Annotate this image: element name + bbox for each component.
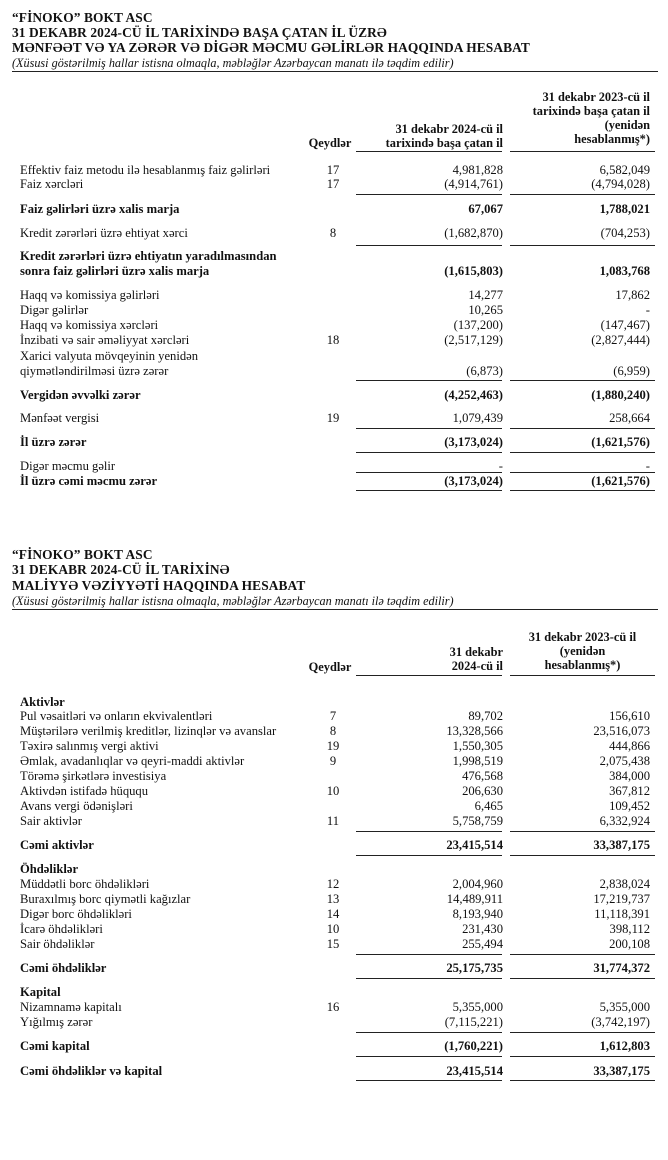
pl-subtotal-line — [356, 380, 502, 381]
bs-grand-total-line — [356, 1080, 502, 1081]
pl-title-divider — [12, 71, 658, 72]
pl-header-col1-line2: tarixində başa çatan il — [385, 136, 503, 150]
row-value-2024: 5,355,000 — [452, 1000, 503, 1014]
row-note: 15 — [326, 937, 340, 951]
bs-total-line — [356, 1056, 502, 1057]
row-label: Digər məcmu gəlir — [20, 459, 116, 473]
bs-header-col2 — [510, 630, 655, 672]
bs-subtotal-line — [510, 1032, 655, 1033]
bs-header-col1-line1: 31 dekabr — [449, 645, 503, 659]
row-value-2024: 8,193,940 — [452, 907, 503, 921]
row-note: 17 — [326, 163, 340, 177]
bs-section-liabilities: Öhdəliklər — [20, 862, 79, 876]
pl-header-underline-col1 — [356, 151, 502, 152]
bs-liability-row — [0, 937, 668, 951]
pl-header-col2-line1: 31 dekabr 2023-cü il — [542, 90, 650, 104]
bs-total-line — [510, 1056, 655, 1057]
bs-header-col2-line3: hesablanmış*) — [544, 658, 621, 672]
row-label: Cəmi kapital — [20, 1039, 90, 1053]
row-label: Təxirə salınmış vergi aktivi — [20, 739, 159, 753]
row-value-2024: (6,873) — [466, 364, 503, 378]
row-value-2024: 5,758,759 — [452, 814, 503, 828]
pl-header-col2-line4: hesablanmış*) — [574, 132, 650, 146]
row-value-2024: (1,682,870) — [444, 226, 503, 240]
row-value-2024: 10,265 — [468, 303, 503, 317]
bs-row-total-liabilities-and-capital — [0, 1064, 668, 1078]
bs-liability-row — [0, 922, 668, 936]
row-value-2024: (1,615,803) — [444, 264, 503, 278]
pl-row — [0, 411, 668, 425]
row-label: sonra faiz gəlirləri üzrə xalis marja — [20, 264, 210, 278]
row-value-2023: 109,452 — [609, 799, 650, 813]
row-value-2023: 2,838,024 — [599, 877, 650, 891]
pl-subtotal-line — [510, 472, 655, 473]
bs-total-line — [356, 978, 502, 979]
row-note: 10 — [326, 922, 340, 936]
bs-row-total-capital — [0, 1039, 668, 1053]
row-value-2024: (4,252,463) — [444, 388, 503, 402]
row-value-2024: 1,998,519 — [452, 754, 503, 768]
row-value-2023: - — [645, 303, 650, 317]
row-note: 18 — [326, 333, 340, 347]
bs-title-divider — [12, 609, 658, 610]
row-value-2023: 444,866 — [609, 739, 650, 753]
row-value-2024: 255,494 — [462, 937, 503, 951]
row-value-2024: (2,517,129) — [444, 333, 503, 347]
bs-header-col2-line2: (yenidən — [559, 644, 606, 658]
bs-capital-row — [0, 1000, 668, 1014]
row-value-2024: 13,328,566 — [446, 724, 503, 738]
row-label: Sair aktivlər — [20, 814, 82, 828]
pl-subtotal-line — [510, 245, 655, 246]
bs-header-notes: Qeydlər — [308, 660, 352, 674]
bs-total-line — [356, 855, 502, 856]
row-label: İnzibati və sair əməliyyat xərcləri — [20, 333, 190, 347]
bs-asset-row — [0, 784, 668, 798]
bs-asset-row — [0, 769, 668, 783]
pl-row — [0, 226, 668, 240]
bs-row-total-assets — [0, 838, 668, 852]
row-value-2023: 5,355,000 — [599, 1000, 650, 1014]
row-label: Xarici valyuta mövqeyinin yenidən — [20, 349, 199, 363]
bs-liability-row — [0, 907, 668, 921]
row-label: Mənfəət vergisi — [20, 411, 100, 425]
bs-section-assets: Aktivlər — [20, 695, 65, 709]
row-note: 16 — [326, 1000, 340, 1014]
bs-title-period: 31 DEKABR 2024-CÜ İL TARİXİNƏ — [12, 562, 230, 577]
bs-row-total-liabilities — [0, 961, 668, 975]
bs-title-statement: MALİYYƏ VƏZİYYƏTİ HAQQINDA HESABAT — [12, 578, 306, 593]
row-label: Törəmə şirkətlərə investisiya — [20, 769, 167, 783]
bs-title-company: “FİNOKO” BOKT ASC — [12, 547, 153, 562]
pl-row — [0, 249, 668, 263]
row-value-2023: (1,880,240) — [591, 388, 650, 402]
row-value-2023: (4,794,028) — [591, 177, 650, 191]
pl-header-underline-col2 — [510, 151, 655, 152]
bs-header-col2-line1: 31 dekabr 2023-cü il — [528, 630, 637, 644]
row-note: 8 — [329, 226, 337, 240]
pl-row — [0, 318, 668, 332]
row-note: 19 — [326, 411, 340, 425]
row-value-2024: 25,175,735 — [446, 961, 503, 975]
pl-title-company: “FİNOKO” BOKT ASC — [12, 10, 153, 25]
row-label: Effektiv faiz metodu ilə hesablanmış faiz gəlirləri — [20, 163, 271, 177]
row-value-2023: (704,253) — [600, 226, 650, 240]
row-value-2024: 14,489,911 — [446, 892, 503, 906]
pl-row-net-margin-after-provision — [0, 264, 668, 278]
pl-subtotal-line — [510, 380, 655, 381]
row-label: Avans vergi ödənişləri — [20, 799, 133, 813]
pl-row — [0, 333, 668, 347]
row-value-2023: (6,959) — [613, 364, 650, 378]
bs-asset-row — [0, 724, 668, 738]
row-value-2024: 23,415,514 — [446, 838, 503, 852]
row-label: Cəmi öhdəliklər — [20, 961, 107, 975]
row-value-2023: 258,664 — [609, 411, 650, 425]
row-label: Faiz xərcləri — [20, 177, 84, 191]
pl-subtotal-line — [510, 428, 655, 429]
row-label: Müddətli borc öhdəlikləri — [20, 877, 150, 891]
bs-subtitle: (Xüsusi göstərilmiş hallar istisna olmaqla, məbləğlər Azərbaycan manatı ilə təqdim edilir) — [12, 594, 454, 608]
bs-asset-row — [0, 799, 668, 813]
pl-row — [0, 459, 668, 473]
row-value-2024: 2,004,960 — [452, 877, 503, 891]
pl-total-double-line — [356, 490, 502, 491]
row-label: İl üzrə cəmi məcmu zərər — [20, 474, 158, 488]
row-value-2023: 6,582,049 — [599, 163, 650, 177]
row-value-2023: 1,083,768 — [599, 264, 650, 278]
pl-subtotal-line — [510, 194, 655, 195]
row-value-2023: 2,075,438 — [599, 754, 650, 768]
pl-header-notes: Qeydlər — [308, 136, 352, 150]
row-value-2023: (1,621,576) — [591, 474, 650, 488]
row-value-2023: 17,219,737 — [593, 892, 650, 906]
row-value-2024: - — [498, 459, 503, 473]
pl-subtitle: (Xüsusi göstərilmiş hallar istisna olmaqla, məbləğlər Azərbaycan manatı ilə təqdim edilir) — [12, 56, 454, 70]
row-value-2024: 1,079,439 — [452, 411, 503, 425]
row-label: Faiz gəlirləri üzrə xalis marja — [20, 202, 180, 216]
row-label: Digər borc öhdəlikləri — [20, 907, 132, 921]
bs-grand-total-line — [510, 1080, 655, 1081]
row-label: Pul vəsaitləri və onların ekvivalentləri — [20, 709, 213, 723]
row-note: 13 — [326, 892, 340, 906]
row-value-2023: 1,788,021 — [599, 202, 650, 216]
row-value-2024: 89,702 — [468, 709, 503, 723]
row-label: Buraxılmış borc qiymətli kağızlar — [20, 892, 191, 906]
row-label: Müştərilərə verilmiş kreditlər, lizinqlər və avanslar — [20, 724, 277, 738]
row-value-2024: (7,115,221) — [444, 1015, 503, 1029]
bs-header-col1-line2: 2024-cü il — [451, 659, 503, 673]
row-value-2023: 367,812 — [609, 784, 650, 798]
row-value-2024: (3,173,024) — [444, 474, 503, 488]
row-label: Sair öhdəliklər — [20, 937, 95, 951]
bs-capital-row — [0, 1015, 668, 1029]
row-label: İcarə öhdəlikləri — [20, 922, 103, 936]
row-note: 9 — [329, 754, 337, 768]
row-value-2024: 4,981,828 — [452, 163, 503, 177]
row-label: Haqq və komissiya gəlirləri — [20, 288, 160, 302]
bs-subtotal-line — [510, 954, 655, 955]
bs-liability-row — [0, 892, 668, 906]
pl-row — [0, 288, 668, 302]
pl-header-col1-line1: 31 dekabr 2024-cü il — [395, 122, 503, 136]
row-value-2024: (137,200) — [453, 318, 503, 332]
bs-liability-row — [0, 877, 668, 891]
row-value-2023: (3,742,197) — [591, 1015, 650, 1029]
row-label: Nizamnamə kapitalı — [20, 1000, 122, 1014]
row-value-2023: 11,118,391 — [594, 907, 650, 921]
pl-row — [0, 177, 668, 191]
row-note: 12 — [326, 877, 340, 891]
pl-row-loss-before-tax — [0, 388, 668, 402]
pl-row — [0, 349, 668, 363]
row-label: Cəmi aktivlər — [20, 838, 94, 852]
pl-row — [0, 163, 668, 177]
bs-asset-row — [0, 754, 668, 768]
row-value-2023: - — [645, 459, 650, 473]
bs-asset-row — [0, 814, 668, 828]
bs-subtotal-line — [510, 831, 655, 832]
row-value-2023: (1,621,576) — [591, 435, 650, 449]
pl-subtotal-line — [356, 194, 502, 195]
row-label: Digər gəlirlər — [20, 303, 89, 317]
row-note: 19 — [326, 739, 340, 753]
row-note: 8 — [329, 724, 337, 738]
row-note: 10 — [326, 784, 340, 798]
row-value-2024: 476,568 — [462, 769, 503, 783]
pl-total-double-line — [510, 490, 655, 491]
pl-row — [0, 364, 668, 378]
pl-row — [0, 303, 668, 317]
row-value-2024: (4,914,761) — [444, 177, 503, 191]
row-value-2023: 200,108 — [609, 937, 650, 951]
pl-header-col2-line2: tarixində başa çatan il — [532, 104, 650, 118]
bs-total-line — [510, 978, 655, 979]
bs-header-col1 — [353, 645, 503, 673]
row-value-2023: 1,612,803 — [599, 1039, 650, 1053]
bs-header-underline-col1 — [356, 675, 502, 676]
row-value-2024: 231,430 — [462, 922, 503, 936]
row-value-2023: 33,387,175 — [593, 838, 650, 852]
row-value-2023: 23,516,073 — [593, 724, 650, 738]
row-value-2023: 156,610 — [609, 709, 650, 723]
row-value-2023: 384,000 — [609, 769, 650, 783]
row-value-2024: 14,277 — [468, 288, 503, 302]
row-note: 17 — [326, 177, 340, 191]
pl-subtotal-line — [356, 472, 502, 473]
bs-total-line — [510, 855, 655, 856]
row-value-2024: (1,760,221) — [444, 1039, 503, 1053]
row-value-2023: 398,112 — [609, 922, 650, 936]
bs-asset-row — [0, 709, 668, 723]
pl-row-total-comprehensive-loss — [0, 474, 668, 488]
bs-subtotal-line — [356, 954, 502, 955]
row-label: Kredit zərərləri üzrə ehtiyatın yaradılmasından — [20, 249, 277, 263]
row-value-2024: (3,173,024) — [444, 435, 503, 449]
pl-header-col2-line3: (yenidən — [604, 118, 650, 132]
row-value-2023: 17,862 — [615, 288, 650, 302]
row-value-2023: 6,332,924 — [599, 814, 650, 828]
row-label: Əmlak, avadanlıqlar və qeyri-maddi aktivlər — [20, 754, 245, 768]
bs-section-capital: Kapital — [20, 985, 61, 999]
row-label: Aktivdən istifadə hüququ — [20, 784, 149, 798]
bs-header-underline-col2 — [510, 675, 655, 676]
pl-subtotal-line — [356, 452, 502, 453]
pl-row-loss-for-year — [0, 435, 668, 449]
row-value-2023: 31,774,372 — [593, 961, 650, 975]
row-note: 11 — [326, 814, 340, 828]
row-label: Kredit zərərləri üzrə ehtiyat xərci — [20, 226, 188, 240]
pl-subtotal-line — [510, 452, 655, 453]
bs-subtotal-line — [356, 1032, 502, 1033]
row-label: Cəmi öhdəliklər və kapital — [20, 1064, 163, 1078]
row-value-2024: 23,415,514 — [446, 1064, 503, 1078]
row-label: Haqq və komissiya xərcləri — [20, 318, 159, 332]
row-label: Yığılmış zərər — [20, 1015, 93, 1029]
pl-row-net-interest-margin — [0, 202, 668, 216]
pl-title-period: 31 DEKABR 2024-CÜ İL TARİXİNDƏ BAŞA ÇATAN İL ÜZRƏ — [12, 25, 387, 40]
row-note: 7 — [329, 709, 337, 723]
row-value-2023: 33,387,175 — [593, 1064, 650, 1078]
pl-subtotal-line — [356, 428, 502, 429]
bs-asset-row — [0, 739, 668, 753]
row-value-2023: (2,827,444) — [591, 333, 650, 347]
row-note: 14 — [326, 907, 340, 921]
row-value-2024: 1,550,305 — [452, 739, 503, 753]
row-value-2024: 67,067 — [468, 202, 503, 216]
pl-subtotal-line — [356, 245, 502, 246]
row-value-2024: 6,465 — [474, 799, 503, 813]
row-label: Vergidən əvvəlki zərər — [20, 388, 141, 402]
pl-title-statement: MƏNFƏƏT VƏ YA ZƏRƏR VƏ DİGƏR MƏCMU GƏLİRLƏR HAQQINDA HESABAT — [12, 40, 530, 55]
row-value-2024: 206,630 — [462, 784, 503, 798]
row-label: İl üzrə zərər — [20, 435, 87, 449]
row-value-2023: (147,467) — [600, 318, 650, 332]
bs-subtotal-line — [356, 831, 502, 832]
row-label: qiymətləndirilməsi üzrə zərər — [20, 364, 169, 378]
